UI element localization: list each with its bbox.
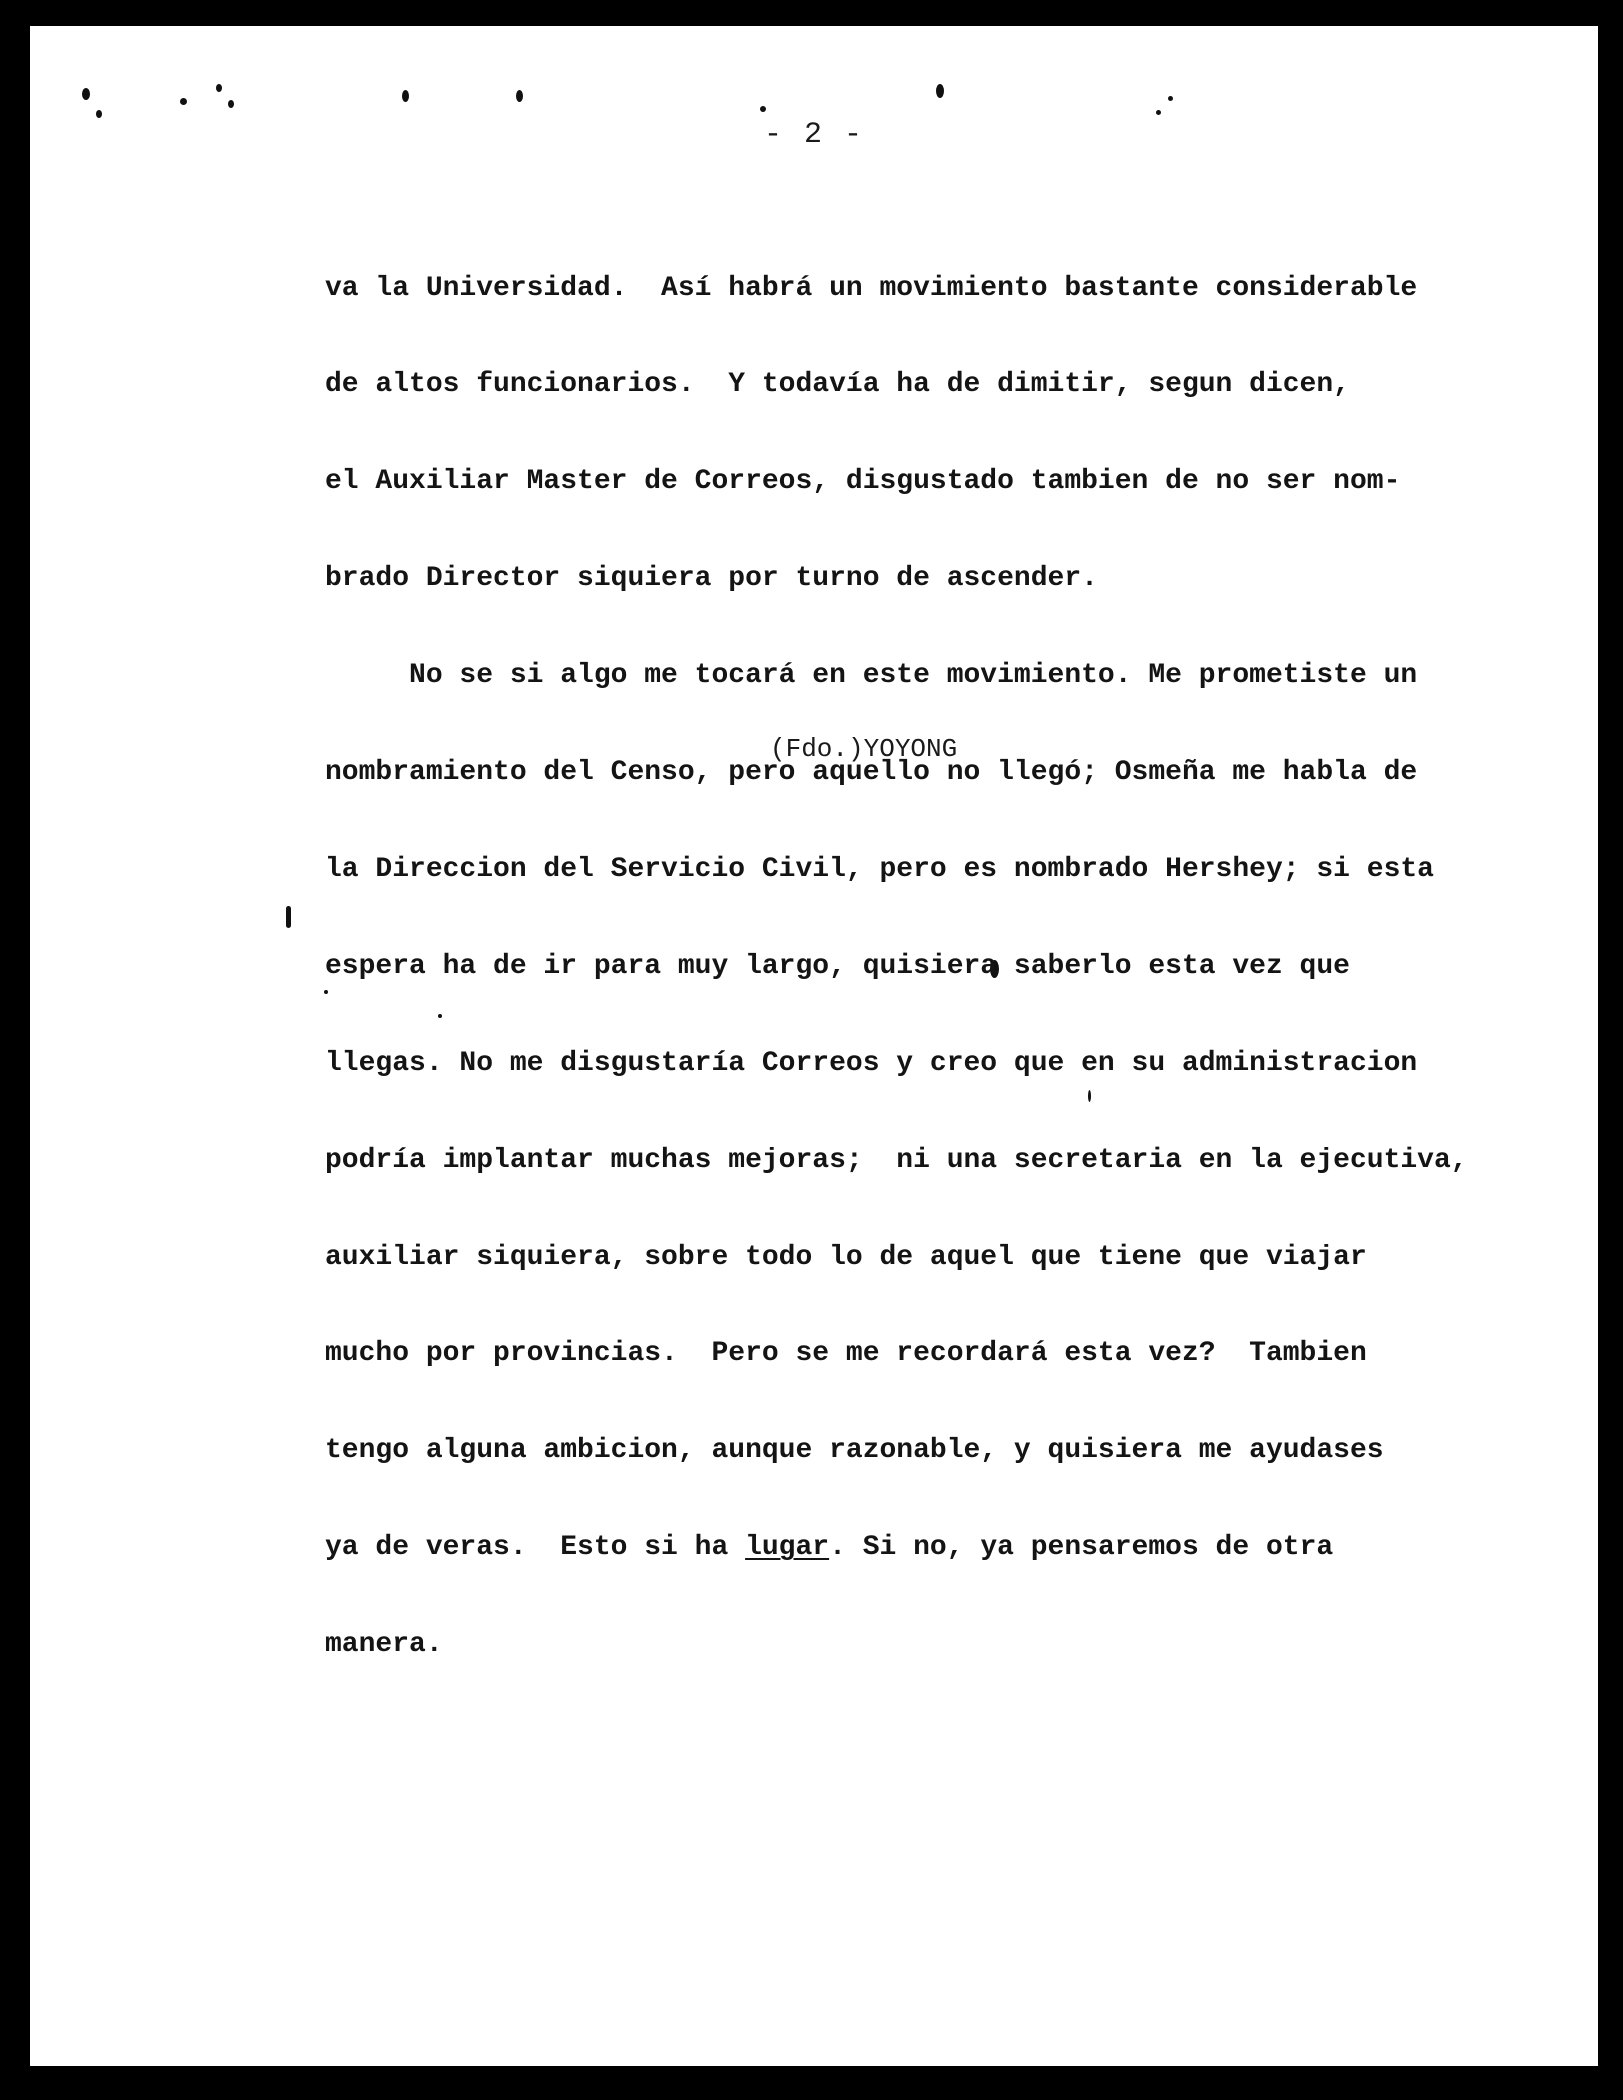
scan-speck bbox=[286, 906, 291, 928]
body-line: de altos funcionarios. Y todavía ha de dimitir, segun dicen, bbox=[325, 369, 1350, 401]
body-line: No se si algo me tocará en este movimiento. Me prometiste un bbox=[325, 660, 1418, 692]
scan-speck bbox=[82, 88, 90, 100]
body-line: llegas. No me disgustaría Correos y creo que en su administracion bbox=[325, 1047, 1418, 1079]
body-line: la Direccion del Servicio Civil, pero es nombrado Hershey; si esta bbox=[325, 853, 1434, 885]
body-line: tengo alguna ambicion, aunque razonable, y quisiera me ayudases bbox=[325, 1435, 1384, 1467]
body-line: manera. bbox=[325, 1629, 443, 1661]
document-page bbox=[30, 26, 1598, 2066]
body-line: brado Director siquiera por turno de ascender. bbox=[325, 563, 1098, 595]
scan-speck bbox=[228, 100, 234, 108]
scan-speck bbox=[402, 90, 409, 102]
scan-speck bbox=[96, 110, 102, 118]
signature: (Fdo.)YOYONG bbox=[770, 734, 958, 764]
scan-speck bbox=[1168, 96, 1173, 101]
scan-speck bbox=[180, 98, 187, 105]
body-line-part: . Si no, ya pensaremos de otra bbox=[829, 1532, 1334, 1564]
body-line-part: ya de veras. Esto si ha bbox=[325, 1532, 746, 1564]
scan-speck bbox=[216, 84, 222, 92]
body-line: mucho por provincias. Pero se me recordará esta vez? Tambien bbox=[325, 1338, 1367, 1370]
page-number: - 2 - bbox=[763, 118, 864, 152]
body-line: podría implantar muchas mejoras; ni una secretaria en la ejecutiva, bbox=[325, 1144, 1468, 1176]
letter-body bbox=[325, 208, 1585, 1726]
scan-speck bbox=[760, 106, 766, 112]
body-line bbox=[325, 1532, 1585, 1564]
scan-speck bbox=[1156, 110, 1161, 115]
body-line: el Auxiliar Master de Correos, disgustado tambien de no ser nom- bbox=[325, 466, 1401, 498]
underlined-word: lugar bbox=[745, 1532, 830, 1564]
body-line: espera ha de ir para muy largo, quisiera saberlo esta vez que bbox=[325, 950, 1350, 982]
body-line: va la Universidad. Así habrá un movimiento bastante considerable bbox=[325, 272, 1418, 304]
scan-speck bbox=[936, 84, 944, 98]
scan-speck bbox=[516, 90, 523, 102]
body-line: auxiliar siquiera, sobre todo lo de aquel que tiene que viajar bbox=[325, 1241, 1367, 1273]
body-line: nombramiento del Censo, pero aquello no llegó; Osmeña me habla de bbox=[325, 757, 1418, 789]
